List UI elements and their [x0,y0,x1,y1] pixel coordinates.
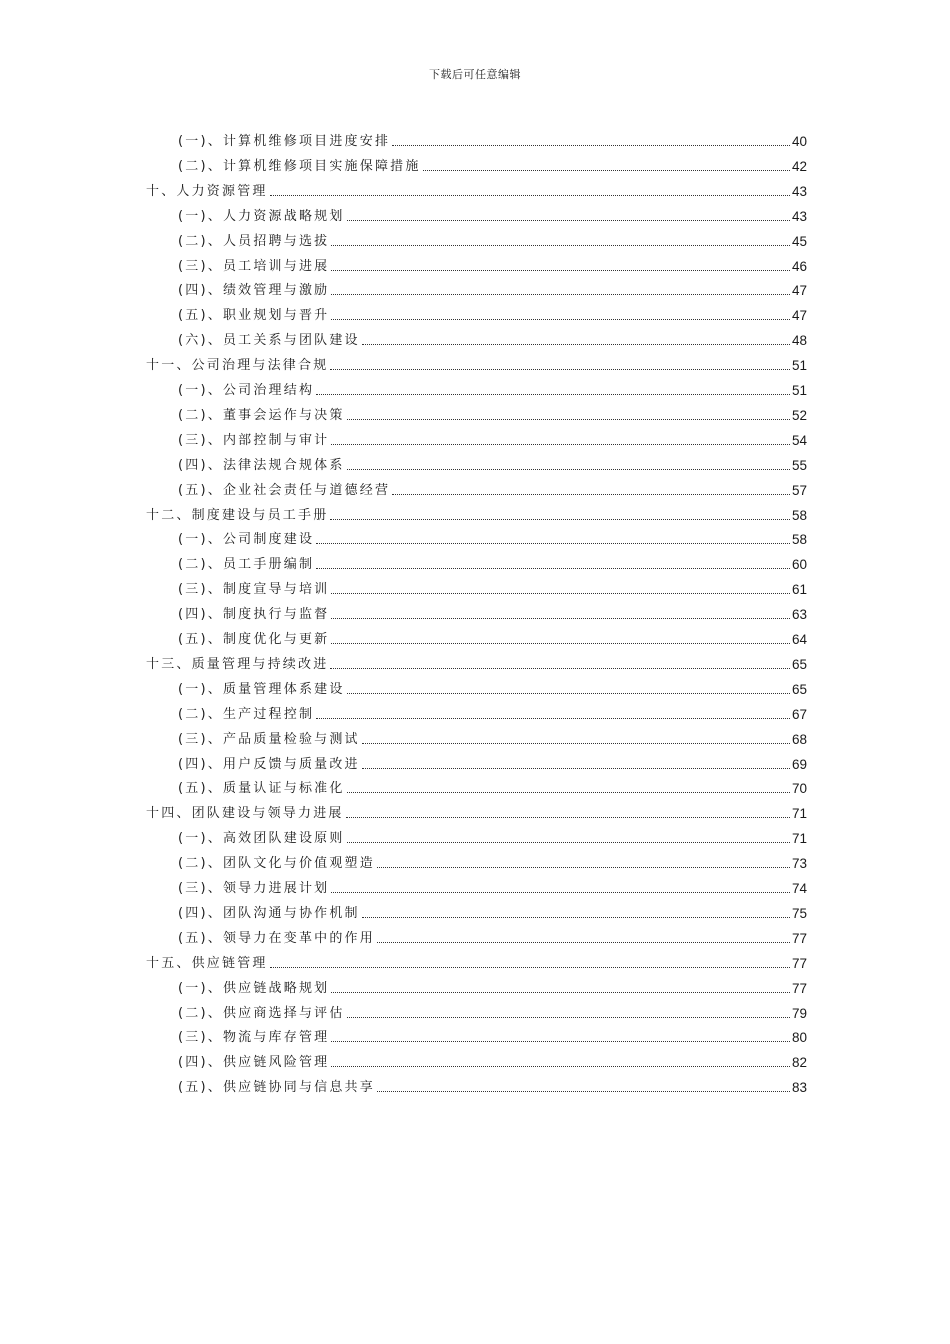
toc-entry-label: (三)、制度宣导与培训 [178,582,330,598]
toc-section-entry[interactable] [178,1022,807,1046]
toc-entry-label: (一)、人力资源战略规划 [178,208,345,224]
toc-dot-leader [377,867,790,868]
toc-page-number: 67 [791,706,807,722]
toc-section-entry[interactable] [178,201,807,225]
toc-page-number: 75 [791,905,807,921]
toc-dot-leader [331,444,790,445]
toc-dot-leader [316,568,790,569]
toc-dot-leader [377,1091,790,1092]
toc-entry-label: (二)、供应商选择与评估 [178,1005,345,1021]
toc-page-number: 51 [791,383,807,398]
toc-page-number: 65 [791,656,807,672]
toc-page-number: 71 [791,806,807,822]
toc-page-number: 61 [791,582,807,598]
toc-dot-leader [423,170,790,171]
toc-page-number: 60 [791,557,807,573]
toc-page-number: 77 [791,930,807,946]
toc-entry-label: (二)、董事会运作与决策 [178,407,345,423]
toc-section-entry[interactable] [178,251,807,275]
toc-section-entry[interactable] [178,226,807,250]
toc-dot-leader [377,942,790,943]
toc-section-entry[interactable] [178,773,807,797]
toc-dot-leader [392,494,790,495]
toc-entry-label: (二)、团队文化与价值观塑造 [178,856,375,872]
toc-entry-label: 十一、公司治理与法律合规 [146,358,329,374]
toc-chapter-entry[interactable] [146,350,807,374]
toc-entry-label: (二)、生产过程控制 [178,706,315,722]
toc-page-number: 64 [791,632,807,647]
toc-section-entry[interactable] [178,873,807,897]
toc-page-number: 47 [791,308,807,324]
toc-page-number: 52 [791,407,807,423]
toc-chapter-entry[interactable] [146,798,807,822]
toc-section-entry[interactable] [178,425,807,449]
toc-entry-label: (一)、质量管理体系建设 [178,681,345,697]
toc-dot-leader [347,220,790,221]
toc-page-number: 79 [791,1005,807,1021]
toc-entry-label: (六)、员工关系与团队建设 [178,333,360,349]
toc-section-entry[interactable] [178,624,807,648]
toc-dot-leader [392,145,790,146]
toc-dot-leader [331,294,790,295]
toc-section-entry[interactable] [178,475,807,499]
toc-entry-label: (一)、供应链战略规划 [178,980,330,996]
toc-dot-leader [346,817,790,818]
toc-page-number: 63 [791,607,807,623]
toc-section-entry[interactable] [178,151,807,175]
toc-entry-label: (三)、员工培训与进展 [178,258,330,274]
toc-entry-label: (五)、质量认证与标准化 [178,781,345,797]
toc-page-number: 73 [791,856,807,872]
toc-dot-leader [331,1066,790,1067]
toc-entry-label: (四)、供应链风险管理 [178,1055,330,1071]
toc-dot-leader [347,469,790,470]
toc-entry-label: 十四、团队建设与领导力进展 [146,806,344,822]
toc-entry-label: (一)、高效团队建设原则 [178,831,345,847]
toc-entry-label: (四)、用户反馈与质量改进 [178,756,360,772]
toc-section-entry[interactable] [178,923,807,947]
toc-entry-label: 十三、质量管理与持续改进 [146,656,329,672]
toc-section-entry[interactable] [178,325,807,349]
toc-dot-leader [331,245,790,246]
toc-chapter-entry[interactable] [146,948,807,972]
toc-entry-label: (五)、企业社会责任与道德经营 [178,482,391,498]
toc-dot-leader [331,892,790,893]
toc-entry-label: (五)、供应链协同与信息共享 [178,1080,375,1096]
toc-dot-leader [270,195,790,196]
toc-entry-label: (四)、制度执行与监督 [178,607,330,623]
toc-entry-label: (二)、员工手册编制 [178,557,315,573]
toc-dot-leader [347,842,790,843]
toc-section-entry[interactable] [178,823,807,847]
toc-entry-label: (五)、职业规划与晋升 [178,308,330,324]
toc-entry-label: 十五、供应链管理 [146,955,268,971]
toc-dot-leader [362,768,790,769]
toc-chapter-entry[interactable] [146,176,807,200]
toc-entry-label: (二)、计算机维修项目实施保障措施 [178,158,421,174]
toc-section-entry[interactable] [178,400,807,424]
toc-section-entry[interactable] [178,724,807,748]
toc-entry-label: (三)、领导力进展计划 [178,881,330,896]
toc-dot-leader [331,618,790,619]
toc-section-entry[interactable] [178,574,807,598]
toc-section-entry[interactable] [178,1072,807,1096]
toc-entry-label: (三)、内部控制与审计 [178,432,330,448]
toc-dot-leader [331,319,790,320]
toc-page-number: 58 [791,532,807,548]
toc-page-number: 80 [791,1030,807,1046]
toc-section-entry[interactable] [178,300,807,324]
toc-page-number: 83 [791,1080,807,1096]
toc-entry-label: 十二、制度建设与员工手册 [146,507,329,523]
toc-section-entry[interactable] [178,450,807,474]
toc-page-number: 77 [791,980,807,996]
toc-dot-leader [347,693,790,694]
toc-dot-leader [316,543,790,544]
toc-page-number: 40 [791,134,807,149]
toc-page-number: 48 [791,333,807,349]
toc-dot-leader [347,419,790,420]
toc-page-number: 70 [791,781,807,797]
toc-section-entry[interactable] [178,524,807,548]
toc-page-number: 65 [791,681,807,697]
toc-page-number: 42 [791,158,807,174]
toc-page-number: 47 [791,283,807,299]
toc-section-entry[interactable] [178,699,807,723]
toc-page-number: 82 [791,1055,807,1071]
toc-entry-label: (四)、团队沟通与协作机制 [178,905,360,921]
toc-dot-leader [270,967,790,968]
toc-entry-label: (五)、领导力在变革中的作用 [178,930,375,946]
toc-section-entry[interactable] [178,275,807,299]
toc-entry-label: 十、人力资源管理 [146,183,268,199]
toc-section-entry[interactable] [178,549,807,573]
toc-page-number: 54 [791,432,807,448]
toc-entry-label: (二)、人员招聘与选拔 [178,233,330,249]
toc-entry-label: (一)、计算机维修项目进度安排 [178,134,391,149]
toc-page-number: 57 [791,482,807,498]
toc-dot-leader [316,718,790,719]
toc-section-entry[interactable] [178,898,807,922]
page-header-note: 下载后可任意编辑 [429,68,521,81]
toc-section-entry[interactable] [178,848,807,872]
toc-entry-label: (三)、产品质量检验与测试 [178,731,360,747]
toc-dot-leader [331,1041,790,1042]
toc-section-entry[interactable] [178,749,807,773]
toc-entry-label: (四)、法律法规合规体系 [178,457,345,473]
toc-dot-leader [347,792,790,793]
toc-entry-label: (一)、公司制度建设 [178,532,315,548]
toc-page-number: 51 [791,358,807,374]
toc-page-number: 71 [791,831,807,847]
toc-section-entry[interactable] [178,674,807,698]
toc-section-entry[interactable] [178,375,807,399]
toc-page-number: 58 [791,507,807,523]
toc-page-number: 68 [791,731,807,747]
toc-dot-leader [331,593,790,594]
toc-section-entry[interactable] [178,126,807,150]
toc-dot-leader [331,270,790,271]
toc-chapter-entry[interactable] [146,500,807,524]
toc-section-entry[interactable] [178,599,807,623]
toc-dot-leader [316,394,790,395]
toc-page-number: 43 [791,208,807,224]
toc-entry-label: (五)、制度优化与更新 [178,632,330,647]
toc-dot-leader [362,344,790,345]
toc-entry-label: (一)、公司治理结构 [178,383,315,398]
toc-dot-leader [330,668,790,669]
toc-page-number: 55 [791,457,807,473]
toc-page-number: 45 [791,233,807,249]
toc-dot-leader [362,743,790,744]
toc-dot-leader [331,643,790,644]
toc-entry-label: (三)、物流与库存管理 [178,1030,330,1046]
toc-page-number: 74 [791,881,807,896]
toc-dot-leader [330,369,790,370]
toc-dot-leader [362,917,790,918]
toc-dot-leader [331,992,790,993]
toc-chapter-entry[interactable] [146,649,807,673]
toc-section-entry[interactable] [178,998,807,1022]
toc-page-number: 46 [791,258,807,274]
toc-page-number: 77 [791,955,807,971]
toc-dot-leader [330,519,790,520]
toc-entry-label: (四)、绩效管理与激励 [178,283,330,299]
toc-page-number: 43 [791,183,807,199]
toc-section-entry[interactable] [178,1047,807,1071]
toc-page-number: 69 [791,756,807,772]
toc-dot-leader [347,1017,790,1018]
toc-section-entry[interactable] [178,973,807,997]
